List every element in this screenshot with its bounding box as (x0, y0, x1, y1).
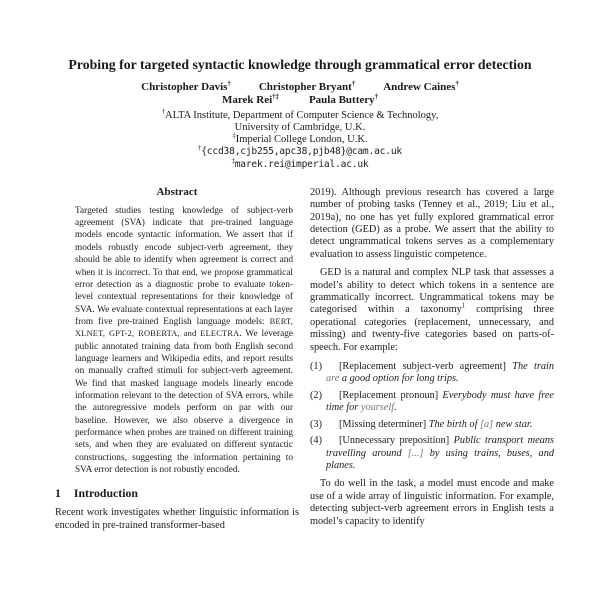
abstract-part1: Targeted studies testing knowledge of subject-verb agreement (SVA) indicate that pre-trained language models encode syntactic information. We assert that if models robustly encode subject-verb agreement, they should be able to identify when agreement is correct and when it is incorrect. To that end, we propose grammatical error detection as a diagnostic probe to evaluate token-level contextual representations for their knowledge of SVA. We evaluate contextual representations at each layer from five pre-trained English language models: (75, 205, 293, 327)
author-affiliation-marker: † (374, 93, 379, 101)
example-sentence-after: by using trains, buses, and planes. (326, 447, 554, 471)
author (309, 94, 378, 108)
author-affiliation-marker: †‡ (272, 93, 279, 101)
affiliation-line (0, 134, 600, 146)
example-category-label: [Replacement pronoun] (339, 389, 439, 401)
example-body (326, 361, 554, 386)
example-error-token: [...] (407, 447, 424, 459)
example-number: (4) (310, 435, 323, 447)
author-name: Christopher Davis (141, 80, 228, 93)
author-name: Paula Buttery (308, 94, 375, 106)
example-number: (3) (310, 418, 323, 430)
example-error-token: are (326, 373, 340, 385)
author (259, 81, 355, 95)
example-item (310, 435, 554, 472)
author-name: Marek Rei (221, 94, 273, 106)
example-body (326, 419, 554, 431)
author-name: Andrew Caines (383, 80, 456, 93)
example-body (326, 390, 554, 415)
numbered-examples (310, 361, 554, 472)
example-item (310, 361, 554, 386)
example-category-label: [Unnecessary preposition] (339, 435, 450, 447)
right-paragraph-1: 2019). Although previous research has covered a large number of probing tasks (Tenney et al., 2019; Liu et al., 2019a), no one has yet fully explored grammatical error detection (GED) as a probe. We assert that the ability to detect ungrammatical tokens serves as a complementary evaluation to assess linguistic competence. (310, 186, 554, 260)
abstract-text (75, 205, 293, 477)
right-column (310, 173, 554, 532)
affiliation-marker: † (161, 108, 166, 115)
affiliation-marker: ‡ (232, 132, 236, 140)
example-sentence-before: Everybody must have free time for (326, 389, 555, 414)
affiliations (0, 110, 600, 147)
affiliation-text: University of Cambridge, U.K. (234, 121, 366, 133)
example-item (310, 390, 554, 415)
example-sentence-after: . (394, 402, 397, 414)
affiliation-line (0, 122, 600, 134)
affiliation-text: Imperial College London, U.K. (235, 134, 368, 146)
example-sentence-before: The birth of (428, 418, 480, 430)
abstract-heading: Abstract (156, 185, 198, 198)
example-error-token: [a] (480, 418, 494, 430)
email-marker: † (198, 145, 202, 153)
affiliation-text: ALTA Institute, Department of Computer Science & Technology, (165, 109, 439, 121)
example-sentence-before: Public transport means travelling around (326, 435, 554, 459)
author (222, 94, 279, 108)
example-item (310, 419, 554, 431)
email-text: marek.rei@imperial.ac.uk (234, 158, 369, 170)
email-line (0, 146, 600, 158)
example-number: (2) (310, 389, 323, 401)
example-sentence-before: The train (512, 361, 555, 373)
paragraph-text: GED is a natural and complex NLP task that assesses a model’s ability to detect which tokens in a sentence are grammatically incorrect. Ungrammatical tokens may be categorised within a taxonomy (310, 267, 554, 316)
example-category-label: [Missing determiner] (339, 418, 427, 430)
section-title: Introduction (73, 486, 138, 501)
email-text: {ccd38,cjb255,apc38,pjb48}@cam.ac.uk (201, 146, 402, 158)
abstract-model-names: BERT, XLNET, GPT-2, ROBERTA, and ELECTRA (75, 316, 293, 339)
example-sentence-after: new star. (493, 418, 533, 430)
author-affiliation-marker: † (227, 79, 231, 87)
emails (0, 146, 600, 170)
intro-paragraph: Recent work investigates whether linguistic information is encoded in pre-trained transformer-based (55, 507, 299, 531)
paragraph-text: comprising three operational categories (replacement, unnecessary, and missing) and twenty-five categories based on parts-of-speech. For example: (310, 304, 554, 353)
footnote-marker: 1 (461, 303, 466, 311)
email-line (0, 159, 600, 171)
example-error-token: yourself (360, 402, 395, 414)
example-sentence-after: a good option for long trips. (339, 373, 459, 385)
author-line-1 (0, 81, 600, 95)
section-number: 1 (55, 486, 61, 501)
author (141, 81, 231, 95)
left-column (55, 173, 299, 532)
abstract-part2: . We leverage public annotated training data from both English second language learners and Wikipedia edits, and report results on manually crafted stimuli for subject-verb agreement. We find that masked language models linearly encode information relevant to the detection of SVA errors, while the autoregressive models perform on par with our baseline. However, we also observe a divergence in performance when probes are trained on different training sets, and when they are evaluated on different syntactic constructions, suggesting the information pertaining to SVA error detection is not robustly encoded. (75, 329, 293, 476)
two-column-body (0, 173, 600, 532)
paper-title: Probing for targeted syntactic knowledge through grammatical error detection (68, 57, 532, 72)
author-line-2 (0, 94, 600, 108)
right-paragraph-2 (310, 267, 554, 354)
affiliation-line (0, 110, 600, 122)
right-paragraph-3: To do well in the task, a model must encode and make use of a wide array of linguistic information. For example, detecting subject-verb agreement errors in English tests a model’s capacity to identify (310, 478, 554, 527)
author (383, 81, 459, 95)
email-marker: ‡ (231, 157, 235, 165)
example-number: (1) (310, 361, 323, 373)
section-1-heading (55, 486, 299, 501)
example-body (326, 435, 554, 472)
example-category-label: [Replacement subject-verb agreement] (339, 361, 506, 373)
author-affiliation-marker: † (455, 79, 459, 87)
paper-header (0, 0, 600, 171)
author-name: Christopher Bryant (258, 80, 352, 93)
author-affiliation-marker: † (351, 79, 356, 87)
